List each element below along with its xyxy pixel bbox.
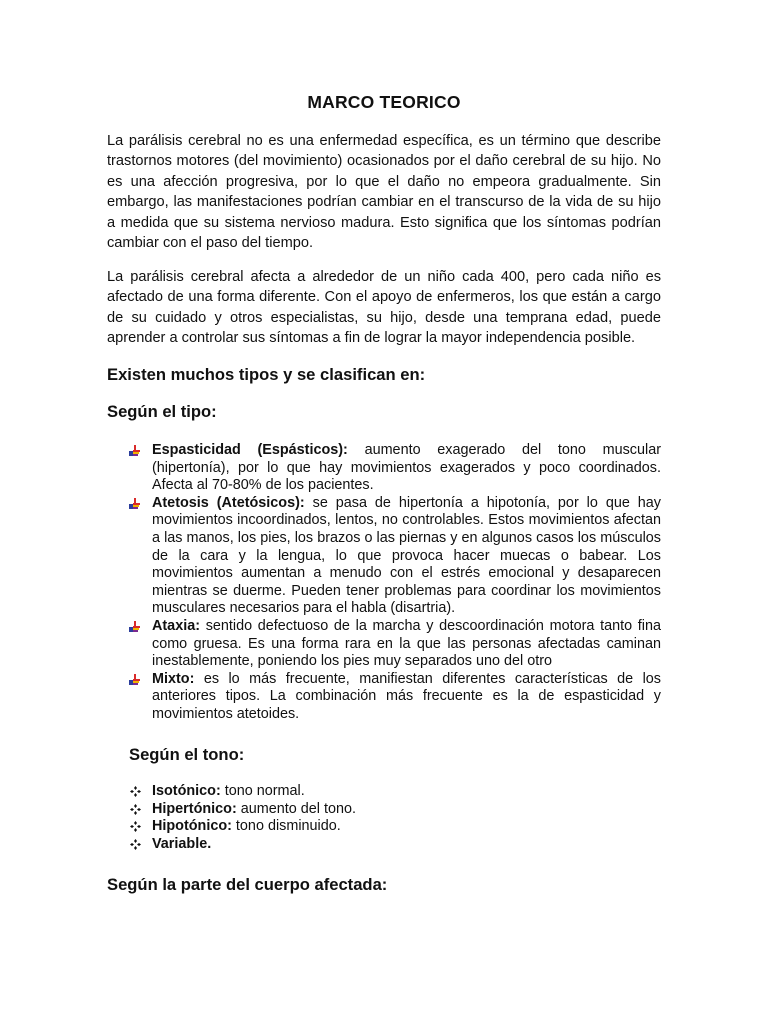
- list-segun-tipo: [129, 442, 661, 724]
- list-item: [129, 442, 661, 495]
- four-diamond-icon: [130, 786, 141, 797]
- term-espasticidad: Espasticidad (Espásticos):: [152, 442, 348, 458]
- four-diamond-icon: [130, 804, 141, 815]
- list-item: [129, 818, 661, 836]
- document-title: MARCO TEORICO: [307, 92, 461, 112]
- desc-hipotonico: tono disminuido.: [231, 818, 341, 835]
- desc-espasticidad: aumento exagerado del tono muscular (hipertonía), por lo que hay movimientos exagerados y poco coordinados. Afecta al 70-80% de los pacientes.: [152, 442, 661, 494]
- paragraph-incidence: La parálisis cerebral afecta a alrededor de un niño cada 400, pero cada niño es afectado de una forma diferente. Con el apoyo de enfermeros, los que están a cargo de su cuidado y otros especialistas, su hijo, desde una temprana edad, puede aprender a controlar sus síntomas a fin de lograr la mayor independencia posible.: [107, 269, 661, 347]
- four-diamond-icon: [130, 839, 141, 850]
- heading-segun-parte: Según la parte del cuerpo afectada:: [107, 875, 388, 894]
- list-item: [129, 836, 661, 854]
- heading-segun-tono: Según el tono:: [129, 745, 245, 764]
- desc-hipertonico: aumento del tono.: [236, 800, 356, 817]
- heading-existen: Existen muchos tipos y se clasifican en:: [107, 365, 426, 384]
- desc-atetosis: se pasa de hipertonía a hipotonía, por lo que hay movimientos incoordinados, lentos, no controlables. Estos movimientos afectan a las manos, los pies, los brazos o las piernas y en algunos casos los músculos de la cara y la lengua, lo que provoca hacer muecas o babear. Los movimientos aumentan a menudo con el estrés emocional y desaparecen mientras se duerme. Pueden tener problemas para coordinar los movimientos musculares necesarios para el habla (disartria).: [152, 494, 661, 617]
- list-item: [129, 495, 661, 618]
- pointing-hand-icon: [129, 498, 141, 510]
- list-item: [129, 671, 661, 724]
- desc-ataxia: sentido defectuoso de la marcha y descoordinación motora tanto fina como gruesa. Es una forma rara en la que las personas afectadas caminan inestablemente, poniendo los pies muy separados uno del otro: [152, 617, 661, 670]
- list-item: [129, 801, 661, 819]
- pointing-hand-icon: [129, 674, 141, 686]
- term-atetosis: Atetosis (Atetósicos):: [152, 494, 305, 511]
- list-item: [129, 783, 661, 801]
- term-ataxia: Ataxia:: [152, 617, 200, 634]
- list-item: [129, 618, 661, 671]
- four-diamond-icon: [130, 821, 141, 832]
- desc-mixto: es lo más frecuente, manifiestan diferentes características de los anteriores tipos. La combinación más frecuente es la de espasticidad y movimientos atetoides.: [152, 670, 661, 722]
- heading-segun-tipo: Según el tipo:: [107, 402, 217, 421]
- list-segun-tono: [129, 783, 661, 853]
- term-hipotonico: Hipotónico:: [152, 818, 232, 835]
- term-hipertonico: Hipertónico:: [152, 800, 237, 817]
- pointing-hand-icon: [129, 621, 141, 633]
- pointing-hand-icon: [129, 445, 141, 457]
- term-variable: Variable.: [152, 835, 212, 852]
- term-isotonico: Isotónico:: [152, 783, 221, 799]
- paragraph-intro: La parálisis cerebral no es una enfermedad específica, es un término que describe trastornos motores (del movimiento) ocasionados por el daño cerebral de su hijo. No es una afección progresiva, por lo que el daño no empeora gradualmente. Sin embargo, las manifestaciones podrían cambiar en el transcurso de la vida de su hijo a medida que su sistema nervioso madura. Esto significa que los síntomas podrían cambiar con el paso del tiempo.: [107, 133, 661, 252]
- term-mixto: Mixto:: [152, 670, 195, 687]
- desc-isotonico: tono normal.: [220, 783, 305, 799]
